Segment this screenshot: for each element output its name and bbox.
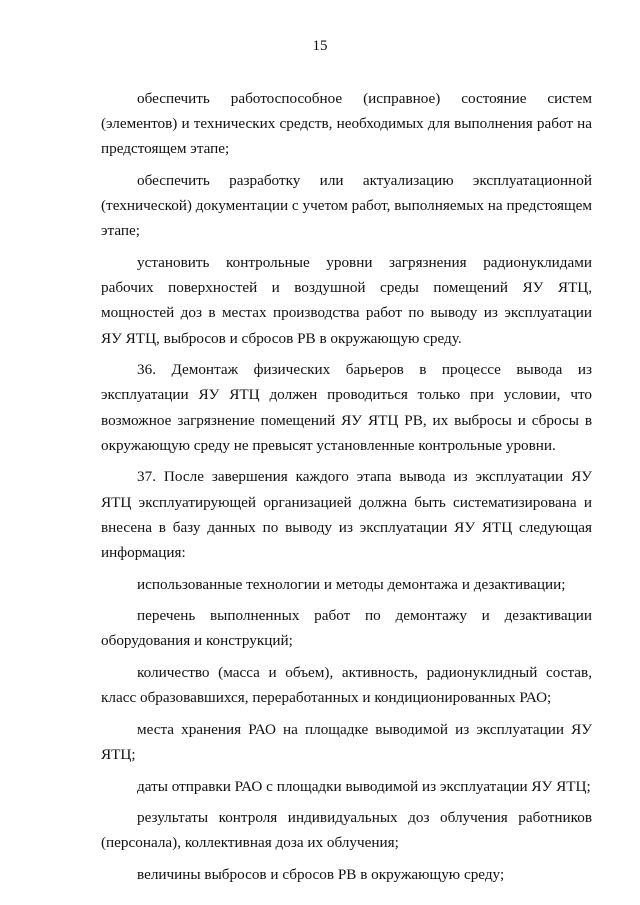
paragraph-ensure-operability: обеспечить работоспособное (исправное) состояние систем (элементов) и технических средств, необходимых для выполнения работ на предстоящем этапе;	[101, 90, 592, 158]
paragraph-item-36: 36. Демонтаж физических барьеров в процессе вывода из эксплуатации ЯУ ЯТЦ должен проводиться только при условии, что возможное загрязнение помещений ЯУ ЯТЦ РВ, их выбросы и сбросы в окружающую среду не превысят установленные контрольные уровни.	[101, 361, 592, 454]
paragraph-set-control-levels: установить контрольные уровни загрязнения радионуклидами рабочих поверхностей и воздушной среды помещений ЯУ ЯТЦ, мощностей доз в местах производства работ по выводу из эксплуатации ЯУ ЯТЦ, выбросов и сбросов РВ в окружающую среду.	[101, 254, 592, 347]
list-item-technologies: использованные технологии и методы демонтажа и дезактивации;	[137, 575, 566, 593]
list-item-works-list: перечень выполненных работ по демонтажу и дезактивации оборудования и конструкций;	[101, 607, 592, 650]
page-number: 15	[312, 38, 328, 54]
list-item-storage-places: места хранения РАО на площадке выводимой из эксплуатации ЯУ ЯТЦ;	[101, 720, 592, 763]
list-item-dose-control: результаты контроля индивидуальных доз облучения работников (персонала), коллективная доза их облучения;	[101, 809, 592, 852]
list-item-shipment-dates: даты отправки РАО с площадки выводимой из эксплуатации ЯУ ЯТЦ;	[137, 777, 591, 795]
list-item-emissions: величины выбросов и сбросов РВ в окружающую среду;	[137, 865, 505, 883]
list-item-waste-quantity: количество (масса и объем), активность, радионуклидный состав, класс образовавшихся, переработанных и кондиционированных РАО;	[101, 664, 592, 707]
document-body	[101, 86, 592, 894]
paragraph-ensure-documentation: обеспечить разработку или актуализацию эксплуатационной (технической) документации с учетом работ, выполняемых на предстоящем этапе;	[101, 172, 592, 240]
paragraph-item-37: 37. После завершения каждого этапа вывода из эксплуатации ЯУ ЯТЦ эксплуатирующей организацией должна быть систематизирована и внесена в базу данных по выводу из эксплуатации ЯУ ЯТЦ следующая информация:	[101, 468, 592, 562]
